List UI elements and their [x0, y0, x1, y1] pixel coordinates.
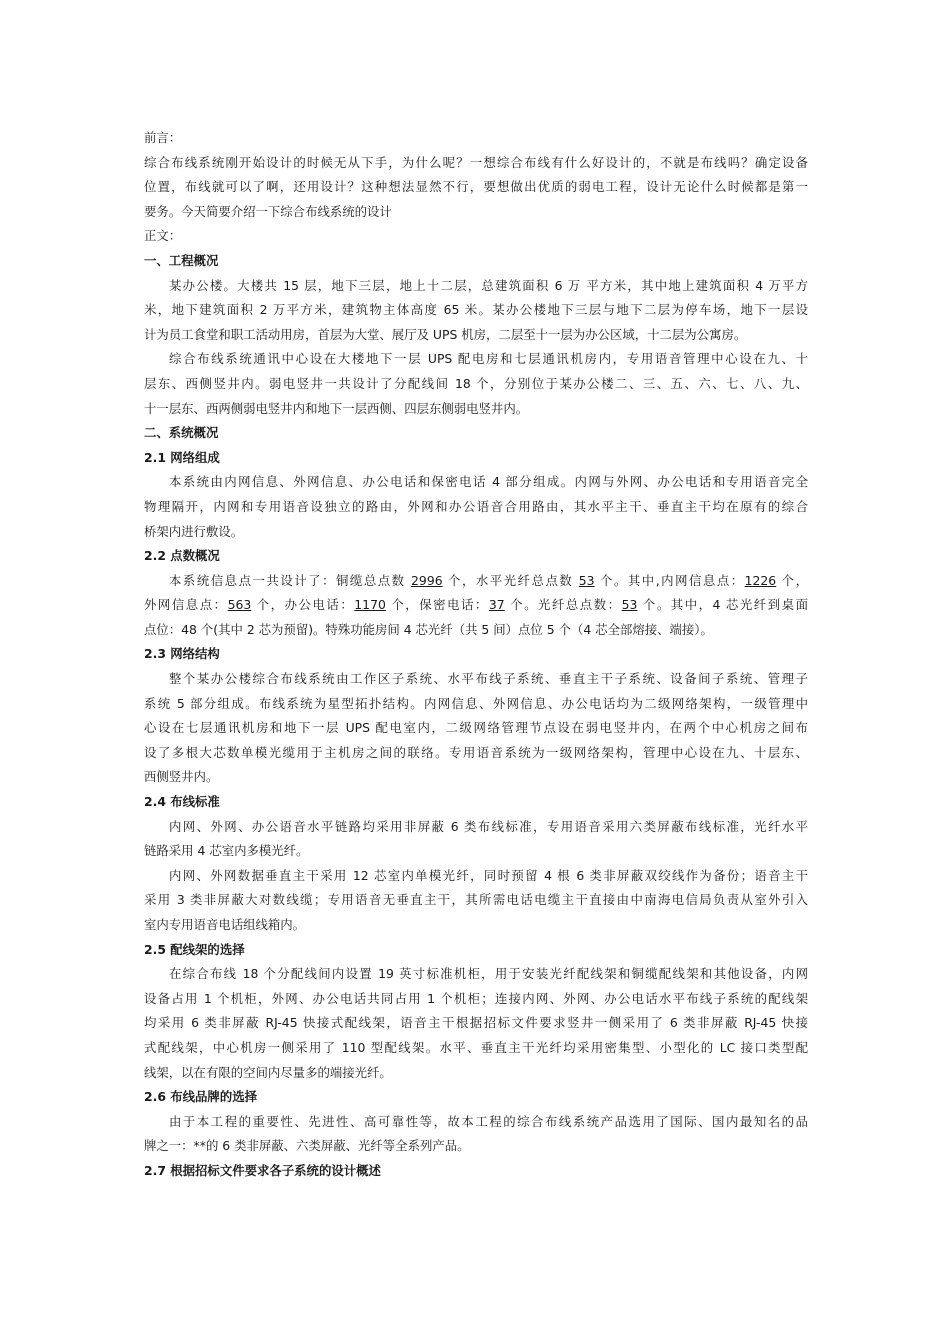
paragraph-line: 桥架内进行敷设。: [144, 523, 244, 539]
paragraph-line: 米，地下建筑面积 2 万平方米，建筑物主体高度 65 米。某办公楼地下三层与地下二层为停车场，地下一层设: [144, 302, 808, 318]
preface-line: 要务。今天简要介绍一下综合布线系统的设计: [144, 203, 392, 219]
text-fragment: 个。光纤总点数：: [504, 597, 622, 613]
paragraph-line: 综合布线系统通讯中心设在大楼地下一层 UPS 配电房和七层通讯机房内，专用语音管理中心设在九、十: [169, 351, 808, 367]
subsection-2-3-heading: 2.3 网络结构: [144, 646, 220, 662]
subsection-2-5-heading: 2.5 配线架的选择: [144, 941, 245, 957]
paragraph-line: 点位：48 个(其中 2 芯为预留)。特殊功能房间 4 芯光纤（共 5 间）点位 5 个（4 芯全部熔接、端接）。: [144, 621, 713, 637]
office-phone-count: 1170: [354, 597, 386, 613]
paragraph-line: 内网、外网、办公语音水平链路均采用非屏蔽 6 类布线标准，专用语音采用六类屏蔽布线标准，光纤水平: [169, 818, 808, 834]
paragraph-line: 室内专用语音电话组线箱内。: [144, 917, 306, 932]
preface-label: 前言：: [144, 130, 182, 145]
paragraph-line: 式配线架，中心机房一侧采用了 110 型配线架。水平、垂直主干光纤均采用密集型、小型化的 LC 接口类型配: [144, 1039, 808, 1055]
text-fragment: 个，办公电话：: [251, 597, 355, 613]
paragraph-line: 内网、外网数据垂直主干采用 12 芯室内单模光纤，同时预留 4 根 6 类非屏蔽双绞线作为备份；语音主干: [169, 867, 808, 883]
point-count-line: [144, 593, 808, 618]
paragraph-line: 采用 3 类非屏蔽大对数线缆；专用语音无垂直主干，其所需电话电缆主干直接由中南海电信局负责从室外引入: [144, 892, 808, 908]
paragraph-line: 计为员工食堂和职工活动用房，首层为大堂、展厅及 UPS 机房，二层至十一层为办公区域，十二层为公寓房。: [144, 326, 747, 342]
secure-phone-count: 37: [488, 597, 505, 613]
paragraph-line: 系统 5 部分组成。布线系统为星型拓扑结构。内网信息、外网信息、办公电话均为二级网络架构，一级管理中: [144, 695, 808, 711]
preface-line: 综合布线系统刚开始设计的时候无从下手，为什么呢？一想综合布线有什么好设计的，不就是布线吗？确定设备: [144, 154, 808, 170]
subsection-2-6-heading: 2.6 布线品牌的选择: [144, 1089, 257, 1105]
text-fragment: 本系统信息点一共设计了：铜缆总点数: [169, 572, 412, 588]
text-fragment: 外网信息点：: [144, 597, 228, 613]
paragraph-line: 均采用 6 类非屏蔽 RJ-45 快接式配线架，语音主干根据招标文件要求竖井一侧采用了 6 类非屏蔽 RJ-45 快接: [144, 1015, 808, 1031]
outer-network-count: 563: [227, 597, 252, 613]
paragraph-line: 物理隔开，内网和专用语音设独立的路由，外网和办公语音合用路由，其水平主干、垂直主干均在原有的综合: [144, 498, 808, 514]
inner-network-count: 1226: [744, 572, 777, 588]
paragraph-line: 心设在七层通讯机房和地下一层 UPS 配电室内，二级网络管理节点设在弱电竖井内，在两个中心机房之间布: [144, 720, 808, 736]
copper-count: 2996: [411, 572, 443, 588]
section-1-heading: 一、工程概况: [144, 252, 219, 268]
document-page: [144, 126, 808, 1184]
subsection-2-4-heading: 2.4 布线标准: [144, 794, 220, 810]
subsection-2-2-heading: 2.2 点数概况: [144, 548, 220, 564]
paragraph-line: 设备占用 1 个机柜，外网、办公电话共同占用 1 个机柜；连接内网、外网、办公电话水平布线子系统的配线架: [144, 990, 808, 1006]
paragraph-line: 线架，以在有限的空间内尽量多的端接光纤。: [144, 1064, 392, 1080]
text-fragment: 个。其中,内网信息点：: [594, 572, 745, 588]
paragraph-line: 在综合布线 18 个分配线间内设置 19 英寸标准机柜，用于安装光纤配线架和铜缆配线架和其他设备，内网: [169, 966, 808, 982]
paragraph-line: 某办公楼。大楼共 15 层，地下三层，地上十二层，总建筑面积 6 万 平方米，其中地上建筑面积 4 万平方: [169, 277, 808, 293]
paragraph-line: 本系统由内网信息、外网信息、办公电话和保密电话 4 部分组成。内网与外网、办公电话和专用语音完全: [169, 474, 808, 490]
paragraph-line: 由于本工程的重要性、先进性、高可靠性等，故本工程的综合布线系统产品选用了国际、国内最知名的品: [169, 1113, 808, 1129]
horizontal-fiber-count: 53: [578, 572, 595, 588]
text-fragment: 个，水平光纤总点数: [442, 572, 579, 588]
body-label: 正文：: [144, 228, 182, 244]
preface-line: 位置，布线就可以了啊，还用设计？这种想法显然不行，要想做出优质的弱电工程，设计无论什么时候都是第一: [144, 179, 808, 195]
paragraph-line: 设了多根大芯数单模光缆用于主机房之间的联络。专用语音系统为一级网络架构，管理中心设在九、十层东、: [144, 744, 808, 760]
paragraph-line: 整个某办公楼综合布线系统由工作区子系统、水平布线子系统、垂直主干子系统、设备间子系统、管理子: [169, 671, 808, 687]
paragraph-line: 牌之一：**的 6 类非屏蔽、六类屏蔽、光纤等全系列产品。: [144, 1138, 470, 1154]
paragraph-line: 十一层东、西两侧弱电竖井内和地下一层西侧、四层东侧弱电竖井内。: [144, 400, 529, 416]
paragraph-line: 西侧竖井内。: [144, 769, 219, 785]
section-2-heading: 二、系统概况: [144, 425, 219, 441]
subsection-2-1-heading: 2.1 网络组成: [144, 449, 220, 465]
paragraph-line: 链路采用 4 芯室内多模光纤。: [144, 843, 309, 859]
fiber-total-count: 53: [621, 597, 638, 613]
subsection-2-7-heading: 2.7 根据招标文件要求各子系统的设计概述: [144, 1162, 381, 1178]
point-count-line: [144, 569, 808, 594]
text-fragment: 个，: [776, 572, 808, 588]
text-fragment: 个。其中，4 芯光纤到桌面: [637, 597, 808, 613]
paragraph-line: 层东、西侧竖井内。弱电竖井一共设计了分配线间 18 个，分别位于某办公楼二、三、五、六、七、八、九、: [144, 375, 808, 391]
text-fragment: 个，保密电话：: [385, 597, 489, 613]
